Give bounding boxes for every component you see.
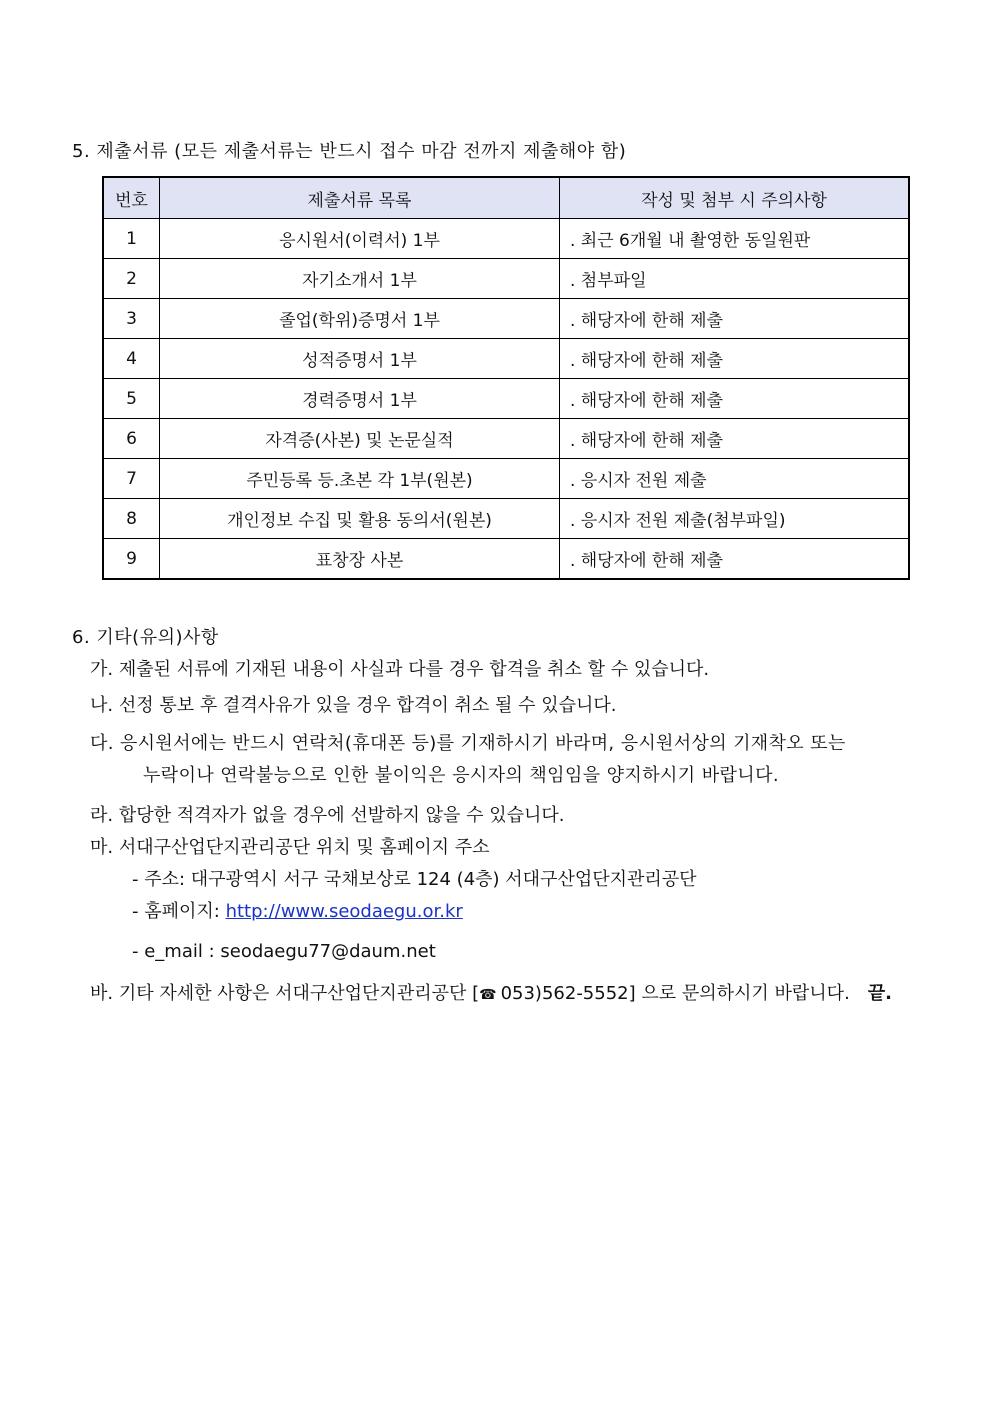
note-da-line-2: 누락이나 연락불능으로 인한 불이익은 응시자의 책임임을 양지하시기 바랍니다. [143, 765, 779, 786]
row-number: 3 [103, 299, 160, 339]
table-header-row [103, 177, 909, 219]
row-note: . 해당자에 한해 제출 [560, 299, 910, 339]
row-note: . 응시자 전원 제출 [560, 459, 910, 499]
note-ra: 라. 합당한 적격자가 없을 경우에 선발하지 않을 수 있습니다. [90, 805, 565, 826]
header-notes: 작성 및 첨부 시 주의사항 [560, 177, 910, 219]
table-row [103, 379, 909, 419]
header-document-list: 제출서류 목록 [160, 177, 560, 219]
row-document: 성적증명서 1부 [160, 339, 560, 379]
row-number: 8 [103, 499, 160, 539]
row-document: 졸업(학위)증명서 1부 [160, 299, 560, 339]
row-document: 개인정보 수집 및 활용 동의서(원본) [160, 499, 560, 539]
email-line: - e_mail : seodaegu77@daum.net [132, 941, 436, 962]
table-row [103, 339, 909, 379]
row-note: . 해당자에 한해 제출 [560, 419, 910, 459]
header-number: 번호 [103, 177, 160, 219]
row-number: 6 [103, 419, 160, 459]
row-number: 1 [103, 219, 160, 259]
row-number: 9 [103, 539, 160, 580]
homepage-label: - 홈페이지: [132, 901, 226, 922]
row-document: 자기소개서 1부 [160, 259, 560, 299]
row-document: 표창장 사본 [160, 539, 560, 580]
row-note: . 최근 6개월 내 촬영한 동일원판 [560, 219, 910, 259]
row-note: . 해당자에 한해 제출 [560, 539, 910, 580]
table-row [103, 299, 909, 339]
row-note: . 응시자 전원 제출(첨부파일) [560, 499, 910, 539]
row-number: 7 [103, 459, 160, 499]
row-number: 2 [103, 259, 160, 299]
note-ba-text: 바. 기타 자세한 사항은 서대구산업단지관리공단 [ [90, 983, 480, 1004]
row-note: . 해당자에 한해 제출 [560, 379, 910, 419]
row-document: 자격증(사본) 및 논문실적 [160, 419, 560, 459]
section-6-title: 6. 기타(유의)사항 [72, 627, 219, 648]
row-document: 응시원서(이력서) 1부 [160, 219, 560, 259]
note-ma: 마. 서대구산업단지관리공단 위치 및 홈페이지 주소 [90, 837, 490, 858]
table-row [103, 499, 909, 539]
row-number: 4 [103, 339, 160, 379]
note-ga: 가. 제출된 서류에 기재된 내용이 사실과 다를 경우 합격을 취소 할 수 있습니다. [90, 659, 710, 680]
row-document: 경력증명서 1부 [160, 379, 560, 419]
telephone-icon: ☎ [479, 987, 497, 1003]
row-note: . 첨부파일 [560, 259, 910, 299]
documents-table [102, 176, 910, 580]
homepage-link[interactable]: http://www.seodaegu.or.kr [225, 901, 463, 922]
address-line: - 주소: 대구광역시 서구 국채보상로 124 (4층) 서대구산업단지관리공단 [132, 869, 697, 890]
note-da-line-1: 다. 응시원서에는 반드시 연락처(휴대폰 등)를 기재하시기 바라며, 응시원서상의 기재착오 또는 [90, 733, 846, 754]
table-row [103, 419, 909, 459]
table-row [103, 219, 909, 259]
note-ba [90, 982, 892, 1007]
row-number: 5 [103, 379, 160, 419]
section-5-title: 5. 제출서류 (모든 제출서류는 반드시 접수 마감 전까지 제출해야 함) [72, 141, 627, 162]
table-row [103, 539, 909, 580]
note-ba-phone: 053)562-5552] 으로 문의하시기 바랍니다. [500, 983, 850, 1004]
row-note: . 해당자에 한해 제출 [560, 339, 910, 379]
homepage-line [132, 900, 463, 924]
note-na: 나. 선정 통보 후 결격사유가 있을 경우 합격이 취소 될 수 있습니다. [90, 695, 617, 716]
end-mark: 끝. [867, 983, 893, 1004]
row-document: 주민등록 등.초본 각 1부(원본) [160, 459, 560, 499]
table-row [103, 259, 909, 299]
table-row [103, 459, 909, 499]
